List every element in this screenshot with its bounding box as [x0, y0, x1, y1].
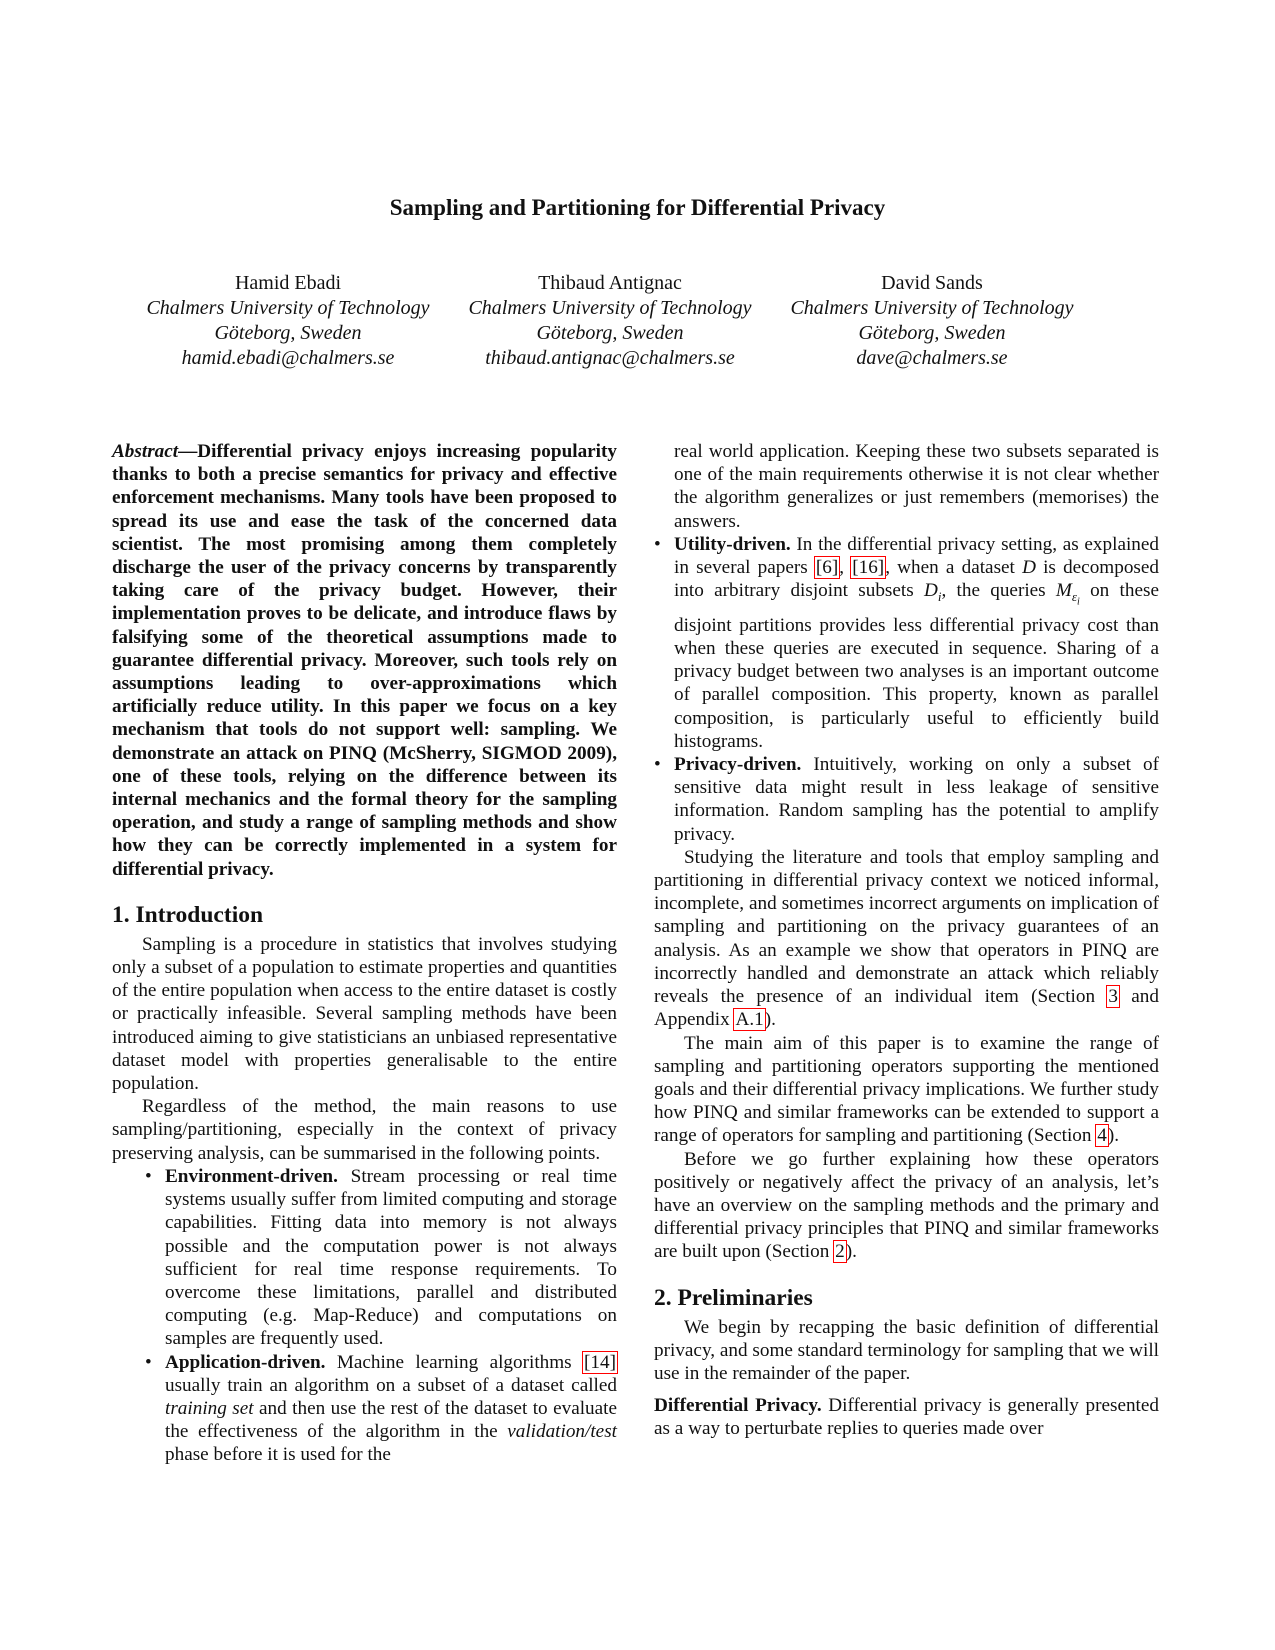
list-item-application-continued: real world application. Keeping these two subsets separated is one of the main requirements otherwise it is not clear whether the algorithm generalizes or just remembers (memorises) the answers. — [674, 441, 1159, 532]
prelim-paragraph-1: We begin by recapping the basic definition of differential privacy, and some standard terminology for sampling that we will use in the remainder of the paper. — [654, 1316, 1159, 1384]
body-text: , the queries — [941, 580, 1056, 602]
body-text: In the differential privacy setting, as explained in several papers — [674, 533, 1159, 579]
body-text: ). — [764, 1009, 776, 1031]
math-symbol: $M_{\varepsilon_i}$ — [1055, 580, 1080, 608]
differential-privacy-paragraph — [654, 1394, 1159, 1440]
body-text: Studying the literature and tools that employ sampling and partitioning in differential privacy context we noticed informal, incomplete, and sometimes incorrect arguments on implication of sampling and partitioning on the privacy guarantees of an analysis. As an example we show that operators in PINQ are incorrectly handled and demonstrate an attack which reliably reveals the presence of an individual item (Section — [654, 846, 1159, 1008]
math-symbol: D — [1022, 557, 1036, 579]
item-text: phase before it is used for the — [165, 1444, 391, 1466]
abstract-label: Abstract — [112, 441, 179, 462]
motivation-list — [112, 1165, 617, 1467]
author-block-3 — [752, 271, 1112, 371]
author-block-2 — [430, 271, 790, 371]
citation-link[interactable]: [14] — [584, 1351, 616, 1373]
intro-paragraph-4 — [654, 1032, 1159, 1148]
body-text: , when a dataset — [885, 557, 1023, 579]
intro-paragraph-2: Regardless of the method, the main reasons to use sampling/partitioning, especially in the context of privacy preserving analysis, can be summarised in the following points. — [112, 1096, 617, 1164]
author-affiliation: Chalmers University of Technology — [790, 297, 1074, 319]
citation-link[interactable]: [16] — [852, 557, 885, 579]
paragraph-title: Differential Privacy. — [654, 1395, 822, 1417]
citation-link[interactable]: A.1 — [735, 1009, 764, 1031]
bullet-icon: • — [654, 533, 661, 555]
body-text: Intuitively, working on only a subset of sensitive data might result in less leakage of sensitive information. Random sampling has the potential to amplify privacy. — [674, 754, 1159, 845]
section-heading-introduction: 1. Introduction — [112, 901, 264, 928]
author-email: dave@chalmers.se — [856, 347, 1008, 369]
citation-link[interactable]: 2 — [835, 1241, 845, 1263]
author-location: Göteborg, Sweden — [214, 322, 362, 344]
item-text: and then use the rest of the dataset to evaluate the effectiveness of the algorithm in the — [165, 1397, 617, 1443]
author-block-1 — [108, 271, 468, 371]
citation-link[interactable]: [6] — [815, 557, 839, 579]
author-affiliation: Chalmers University of Technology — [146, 297, 430, 319]
right-column — [654, 440, 1159, 1441]
math-subscript: i — [1077, 596, 1080, 608]
author-location: Göteborg, Sweden — [536, 322, 684, 344]
body-text: ). — [1107, 1125, 1120, 1147]
item-text: Stream processing or real time systems usually suffer from limited computing and storage capabilities. Fitting data into memory is not always possible and the computation power is not always sufficient for real time response requirements. To overcome these limitations, parallel and distributed computing (e.g. Map-Reduce) and computations on samples are frequently used. — [165, 1165, 617, 1350]
body-text: on these disjoint partitions provides less differential privacy cost than when these queries are executed in sequence. Sharing of a privacy budget between two analyses is an important outcome of parallel composition. This property, known as parallel composition, is particularly useful to efficiently build histograms. — [674, 580, 1159, 752]
author-affiliation: Chalmers University of Technology — [468, 297, 752, 319]
math-symbol: $D_i$ — [923, 580, 942, 605]
author-email: thibaud.antignac@chalmers.se — [485, 347, 735, 369]
item-text: usually train an algorithm on a subset of a dataset called — [165, 1374, 617, 1396]
item-title: Privacy-driven. — [674, 754, 802, 776]
emphasis-text: validation/test — [507, 1421, 617, 1443]
body-text: , — [839, 557, 852, 579]
abstract — [112, 440, 617, 881]
list-item-application — [145, 1351, 617, 1467]
intro-paragraph-5 — [654, 1148, 1159, 1264]
left-column — [112, 440, 617, 1467]
body-text: and Appendix — [654, 986, 1159, 1031]
author-email: hamid.ebadi@chalmers.se — [181, 347, 395, 369]
body-text: The main aim of this paper is to examine the range of sampling and partitioning operators supporting the mentioned goals and their differential privacy implications. We further study how PINQ and similar frameworks can be extended to support a range of operators for sampling and partitioning (Section — [654, 1032, 1159, 1147]
author-name: Thibaud Antignac — [538, 272, 682, 294]
author-location: Göteborg, Sweden — [858, 322, 1006, 344]
section-heading-preliminaries: 2. Preliminaries — [654, 1284, 813, 1311]
body-text: Differential privacy is generally presented as a way to perturbate replies to queries made over — [654, 1395, 1159, 1440]
emphasis-text: training set — [165, 1397, 254, 1419]
motivation-list-continued — [654, 533, 1159, 846]
citation-link[interactable]: 3 — [1108, 986, 1118, 1008]
intro-paragraph-1: Sampling is a procedure in statistics that involves studying only a subset of a population to estimate properties and quantities of the entire population when access to the entire dataset is costly or practically infeasible. Several sampling methods have been introduced aiming to give statisticians an unbiased representative dataset model with properties generalisable to the entire population. — [112, 933, 617, 1095]
bullet-icon: • — [145, 1351, 152, 1373]
math-subscript: i — [937, 589, 942, 605]
author-name: Hamid Ebadi — [234, 272, 342, 294]
item-text: Machine learning algorithms — [325, 1351, 584, 1373]
item-title: Application-driven. — [165, 1351, 326, 1373]
citation-link[interactable]: 4 — [1097, 1125, 1107, 1147]
abstract-text: —Differential privacy enjoys increasing popularity thanks to both a precise semantics for privacy and effective enforcement mechanisms. Many tools have been proposed to spread its use and ease the task of the concerned data scientist. The most promising among them completely discharge the user of the privacy concerns by transparently taking care of the privacy budget. However, their implementation proves to be delicate, and introduce flaws by falsifying some of the theoretical assumptions made to guarantee differential privacy. Moreover, such tools rely on assumptions leading to over-approximations which artificially reduce utility. In this paper we focus on a key mechanism that tools do not support well: sampling. We demonstrate an attack on PINQ (McSherry, SIGMOD 2009), one of these tools, relying on the difference between its internal mechanics and the formal theory for the sampling operation, and study a range of sampling methods and show how they can be correctly implemented in a system for differential privacy. — [112, 441, 617, 880]
intro-paragraph-3 — [654, 846, 1159, 1032]
list-item-utility — [654, 533, 1159, 753]
author-name: David Sands — [881, 272, 983, 294]
item-title: Environment-driven. — [165, 1165, 338, 1187]
body-text: Before we go further explaining how these operators positively or negatively affect the privacy of an analysis, let’s have an overview on the sampling methods and the primary and differential privacy principles that PINQ and similar frameworks are built upon (Section — [654, 1148, 1159, 1263]
bullet-icon: • — [145, 1165, 152, 1187]
bullet-icon: • — [654, 754, 661, 776]
body-text: is decomposed into arbitrary disjoint subsets — [674, 557, 1159, 602]
item-title: Utility-driven. — [674, 533, 791, 555]
body-text: ). — [845, 1241, 857, 1263]
paper-title: Sampling and Partitioning for Differential Privacy — [389, 195, 886, 220]
list-item-environment — [145, 1165, 617, 1351]
math-subscript: εi — [1071, 589, 1080, 608]
list-item-privacy — [654, 753, 1159, 846]
